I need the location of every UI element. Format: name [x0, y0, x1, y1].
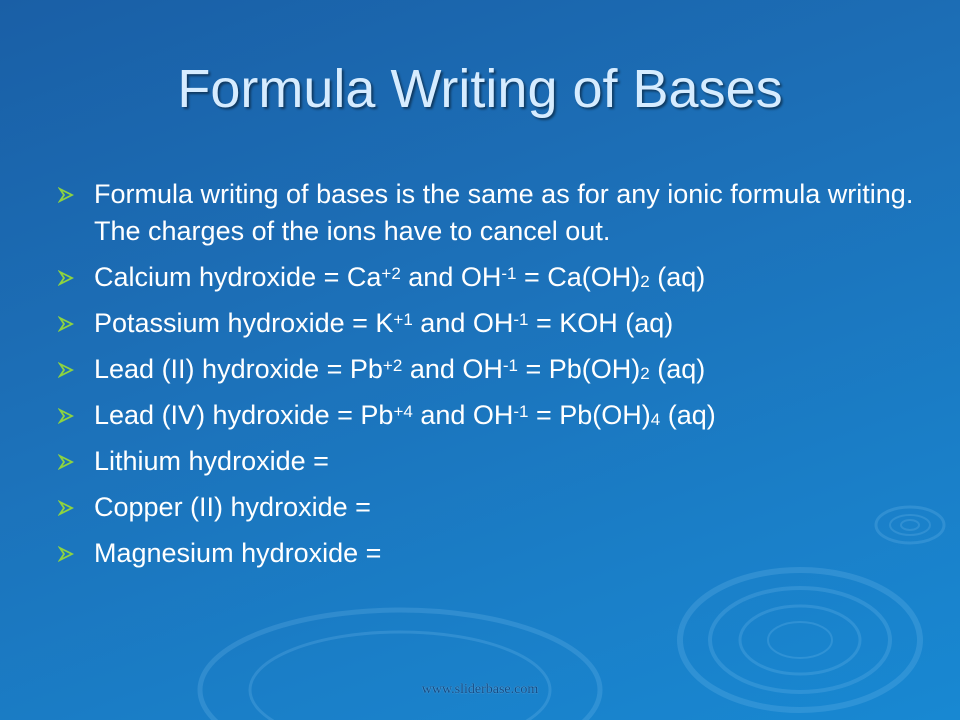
arrow-bullet-icon: [58, 408, 74, 424]
slide-title: Formula Writing of Bases: [177, 59, 783, 119]
bullet-item: [58, 489, 918, 526]
bullet-text: Potassium hydroxide = K: [94, 308, 394, 338]
bullet-text: (aq): [649, 354, 706, 384]
charge-superscript: +2: [382, 356, 403, 375]
bullet-item: [58, 535, 918, 572]
bullet-text: Calcium hydroxide = Ca: [94, 262, 382, 292]
charge-superscript: +4: [393, 402, 413, 421]
bullet-text: (aq): [660, 400, 716, 430]
bullet-item: [58, 305, 918, 342]
charge-superscript: -1: [513, 402, 529, 421]
arrow-bullet-icon: [58, 362, 74, 378]
charge-superscript: +2: [381, 264, 401, 283]
arrow-bullet-icon: [58, 316, 74, 332]
bullet-text: and OH: [412, 308, 514, 338]
bullet-item: [58, 397, 918, 434]
bullet-text: Formula writing of bases is the same as for any ionic formula writing. The charges of the ions have to cancel out.: [94, 179, 914, 246]
subscript: 2: [640, 364, 650, 383]
arrow-bullet-icon: [58, 500, 74, 516]
arrow-bullet-icon: [58, 546, 74, 562]
bullet-item: [58, 259, 918, 296]
bullet-text: = Ca(OH): [516, 262, 641, 292]
bullet-text: and OH: [412, 400, 514, 430]
charge-superscript: -1: [513, 310, 529, 329]
subscript: 2: [640, 272, 650, 291]
bullet-text: and OH: [400, 262, 502, 292]
bullet-text: = Pb(OH): [518, 354, 641, 384]
charge-superscript: +1: [393, 310, 413, 329]
bullet-item: [58, 176, 918, 250]
bullet-list: [58, 176, 918, 581]
bullet-text: Lead (IV) hydroxide = Pb: [94, 400, 394, 430]
bullet-item: [58, 351, 918, 388]
subscript: 4: [650, 410, 661, 429]
arrow-bullet-icon: [58, 454, 74, 470]
bullet-text: (aq): [649, 262, 706, 292]
bullet-text: and OH: [402, 354, 503, 384]
bullet-item: [58, 443, 918, 480]
bullet-text: Copper (II) hydroxide =: [94, 492, 371, 522]
arrow-bullet-icon: [58, 270, 74, 286]
bullet-text: = Pb(OH): [528, 400, 651, 430]
bullet-text: Magnesium hydroxide =: [94, 538, 382, 568]
arrow-bullet-icon: [58, 187, 74, 203]
charge-superscript: -1: [502, 356, 518, 375]
bullet-text: = KOH (aq): [528, 308, 674, 338]
footer-watermark: www.sliderbase.com: [421, 682, 539, 697]
charge-superscript: -1: [501, 264, 517, 283]
bullet-text: Lithium hydroxide =: [94, 446, 329, 476]
bullet-text: Lead (II) hydroxide = Pb: [94, 354, 383, 384]
